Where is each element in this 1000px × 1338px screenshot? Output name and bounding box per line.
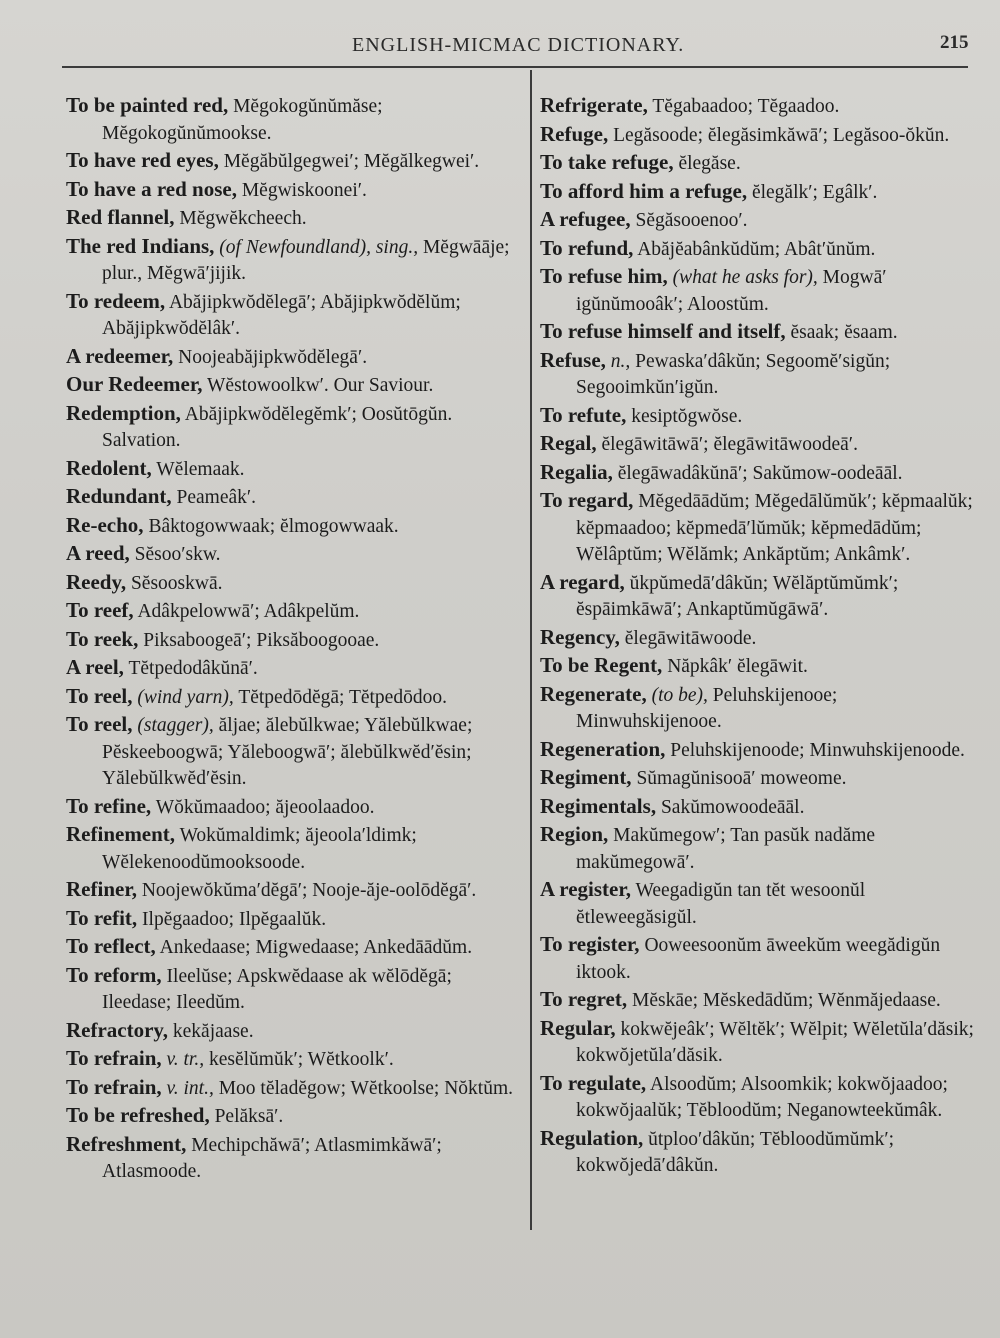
entry-headword: A register, xyxy=(540,877,631,901)
entry-definition: kesĕlŭmŭk′; Wĕtkoolk′. xyxy=(208,1049,394,1070)
entry-definition: Mĕgăbŭlgegwei′; Mĕgălkegwei′. xyxy=(223,151,480,172)
entry-definition: Mechipchăwā′; Atlasmimkăwā′; Atlasmoode. xyxy=(102,1134,442,1182)
entry-headword: To be painted red, xyxy=(66,93,229,117)
dictionary-entry xyxy=(66,343,522,372)
entry-headword: Regulation, xyxy=(540,1125,644,1150)
dictionary-entry xyxy=(66,204,522,233)
entry-definition: kesiptŏgwŏse. xyxy=(631,405,743,427)
dictionary-entry xyxy=(540,986,980,1015)
entry-headword: A reel, xyxy=(66,655,124,679)
dictionary-entry xyxy=(66,455,522,484)
dictionary-entry xyxy=(540,206,980,235)
entry-definition: Makŭmegow′; Tan pasŭk nadăme makŭmegowā′. xyxy=(576,825,876,873)
entry-definition: Alsoodŭm; Alsoomkik; kokwŏjaadoo; kokwŏjaalŭk; Tĕbloodŭm; Neganowteekŭmâk. xyxy=(576,1073,948,1121)
entry-headword: Our Redeemer, xyxy=(66,372,203,396)
entry-headword: To refund, xyxy=(540,235,634,260)
entry-headword: To be refreshed, xyxy=(66,1103,210,1127)
dictionary-entry xyxy=(66,400,522,455)
entry-grammar-note: (of Newfoundland), sing., xyxy=(219,236,419,258)
dictionary-entry xyxy=(540,931,980,986)
entry-headword: Region, xyxy=(540,822,609,846)
dictionary-entry xyxy=(540,624,980,653)
entry-definition: Ankedaase; Migwedaase; Ankedāādŭm. xyxy=(159,937,473,958)
entry-headword: Regalia, xyxy=(540,459,613,484)
entry-headword: To be Regent, xyxy=(540,653,663,677)
entry-headword: To refute, xyxy=(540,402,627,427)
entry-definition: ĕlegāwadâkŭnā′; Sakŭmow-oodeāāl. xyxy=(617,462,903,484)
entry-grammar-note: n., xyxy=(610,350,631,372)
entry-headword: Refreshment, xyxy=(66,1131,187,1156)
entry-definition: Bâktogowwaak; ĕlmogowwaak. xyxy=(148,515,399,537)
entry-headword: Regular, xyxy=(540,1015,616,1040)
entry-definition: Weegadigŭn tan tĕt wesoonŭl ĕtleweegăsigŭl. xyxy=(576,880,866,928)
entry-grammar-note: (what he asks for), xyxy=(672,267,818,288)
dictionary-entry xyxy=(540,347,980,402)
dictionary-entry xyxy=(540,821,980,876)
entry-headword: To reel, xyxy=(66,683,133,708)
entry-definition: Mogwā′ igŭnŭmooâk′; Aloostŭm. xyxy=(576,267,887,315)
dictionary-entry xyxy=(66,1017,522,1046)
dictionary-entry xyxy=(66,483,522,512)
entry-definition: Sĕsoo′skw. xyxy=(134,544,221,565)
entry-definition: Noojewŏkŭma′dĕgā′; Nooje-ăje-oolōdĕgā′. xyxy=(141,880,477,901)
entry-definition: Mĕskāe; Mĕskedādŭm; Wĕnmăjedaase. xyxy=(631,990,941,1011)
entry-definition: Moo tĕladĕgow; Wĕtkoolse; Nŏktŭm. xyxy=(218,1077,513,1099)
entry-definition: kokwĕjeâk′; Wĕltĕk′; Wĕlpit; Wĕletŭla′dăsik; kokwŏjetŭla′dăsik. xyxy=(576,1018,974,1066)
entry-definition: Wĕlemaak. xyxy=(156,458,245,480)
entry-definition: Wŏkŭmaadoo; ăjeoolaadoo. xyxy=(155,796,375,818)
entry-definition: ăljae; ălebŭlkwae; Yălebŭlkwae; Pĕskeeboogwā; Yăleboogwā′; ălebŭlkwĕd′ĕsin; Yălebŭlkwĕd′ĕsin. xyxy=(102,715,473,789)
dictionary-entry xyxy=(66,540,522,569)
entry-definition: Adâkpelowwā′; Adâkpelŭm. xyxy=(137,601,360,622)
entry-definition: Mĕgokogŭnŭmăse; Mĕgokogŭnŭmookse. xyxy=(102,96,383,144)
entry-definition: ŭkpŭmedā′dâkŭn; Wĕlăptŭmŭmk′; ĕspāimkāwā′; Ankaptŭmŭgāwā′. xyxy=(576,572,899,620)
entry-definition: Mĕgwiskoonei′. xyxy=(241,179,367,201)
entry-definition: ĕlegăse. xyxy=(678,153,741,174)
entry-headword: To regulate, xyxy=(540,1070,647,1095)
dictionary-entry xyxy=(66,1102,522,1131)
entry-definition: Mĕgwāāje; plur., Mĕgwā′jijik. xyxy=(102,236,510,284)
dictionary-entry xyxy=(540,764,980,793)
entry-definition: ŭtploo′dâkŭn; Tĕbloodŭmŭmk′; kokwŏjedā′dâkŭn. xyxy=(576,1128,895,1176)
entry-headword: Regeneration, xyxy=(540,736,666,761)
entry-definition: Abăjipkwŏdĕlegĕmk′; Oosŭtōgŭn. Salvation. xyxy=(102,403,453,451)
dictionary-entry xyxy=(66,92,522,147)
dictionary-entry xyxy=(66,512,522,541)
entry-definition: Peluhskijenoode; Minwuhskijenoode. xyxy=(670,739,965,761)
entry-definition: Abăjĕabânkŭdŭm; Abât′ŭnŭm. xyxy=(637,238,876,260)
dictionary-entry xyxy=(66,683,522,712)
entry-headword: Regency, xyxy=(540,624,620,649)
entry-headword: To reform, xyxy=(66,962,162,987)
dictionary-entry xyxy=(540,430,980,459)
entry-definition: Ileelŭse; Apskwĕdaase ak wĕlōdĕgā; Ileedase; Ileedŭm. xyxy=(102,965,452,1013)
entry-headword: Redolent, xyxy=(66,455,152,480)
entry-headword: To refuse himself and itself, xyxy=(540,319,786,343)
entry-headword: To refrain, xyxy=(66,1074,162,1099)
entry-definition: Ooweesoonŭm āweekŭm weegădigŭn iktook. xyxy=(576,935,941,983)
dictionary-entry xyxy=(66,569,522,598)
dictionary-entry xyxy=(540,459,980,488)
column-divider xyxy=(530,70,532,1230)
entry-headword: To afford him a refuge, xyxy=(540,178,748,203)
dictionary-entry xyxy=(66,876,522,905)
entry-headword: To reef, xyxy=(66,598,134,622)
entry-headword: To have a red nose, xyxy=(66,176,237,201)
left-column xyxy=(66,92,522,1186)
dictionary-entry xyxy=(540,318,980,347)
entry-headword: Refrigerate, xyxy=(540,93,648,117)
entry-definition: kekăjaase. xyxy=(172,1020,254,1042)
entry-definition: Ilpĕgaadoo; Ilpĕgaalŭk. xyxy=(142,908,327,930)
entry-definition: Legăsoode; ĕlegăsimkăwā′; Legăsoo-ŏkŭn. xyxy=(613,124,950,146)
dictionary-entry xyxy=(66,233,522,288)
entry-headword: Red flannel, xyxy=(66,205,175,229)
dictionary-entry xyxy=(66,933,522,962)
dictionary-entry xyxy=(540,1125,980,1180)
entry-headword: To refine, xyxy=(66,793,152,818)
entry-definition: ĕlegāwitāwoode. xyxy=(624,627,757,649)
dictionary-entry xyxy=(540,178,980,207)
dictionary-entry xyxy=(66,711,522,793)
dictionary-entry xyxy=(66,1045,522,1074)
dictionary-entry xyxy=(540,487,980,569)
entry-grammar-note: v. int., xyxy=(166,1077,214,1099)
dictionary-entry xyxy=(66,654,522,683)
entry-headword: Re-echo, xyxy=(66,512,144,537)
dictionary-entry xyxy=(66,371,522,400)
entry-definition: Piksaboogeā′; Piksăboogooae. xyxy=(143,629,380,651)
entry-headword: A regard, xyxy=(540,569,625,594)
page-number: 215 xyxy=(940,32,969,53)
dictionary-entry xyxy=(66,962,522,1017)
running-head xyxy=(0,34,1000,64)
entry-grammar-note: v. tr., xyxy=(166,1049,205,1070)
entry-headword: Refractory, xyxy=(66,1017,169,1042)
dictionary-entry xyxy=(66,793,522,822)
entry-headword: Regal, xyxy=(540,431,597,455)
right-column xyxy=(540,92,980,1180)
dictionary-entry xyxy=(540,681,980,736)
dictionary-entry xyxy=(540,121,980,150)
dictionary-entry xyxy=(540,263,980,318)
entry-headword: To refit, xyxy=(66,905,138,930)
entry-headword: To reflect, xyxy=(66,934,156,958)
entry-headword: A redeemer, xyxy=(66,343,174,368)
dictionary-entry xyxy=(540,1015,980,1070)
entry-definition: Sĕsooskwā. xyxy=(130,572,223,594)
entry-headword: Redundant, xyxy=(66,484,172,508)
dictionary-entry xyxy=(540,793,980,822)
entry-headword: To regret, xyxy=(540,987,628,1011)
entry-headword: To reel, xyxy=(66,712,133,736)
entry-definition: Năpkâk′ ĕlegāwit. xyxy=(667,656,808,677)
entry-definition: ĕlegāwitāwā′; ĕlegāwitāwoodeā′. xyxy=(601,434,858,455)
entry-grammar-note: (wind yarn), xyxy=(137,686,234,708)
entry-headword: Reedy, xyxy=(66,569,127,594)
entry-definition: Tĕtpedodâkŭnā′. xyxy=(128,658,258,679)
entry-headword: To redeem, xyxy=(66,288,166,313)
entry-grammar-note: (stagger), xyxy=(137,715,214,736)
entry-headword: To refrain, xyxy=(66,1046,162,1070)
dictionary-entry xyxy=(66,821,522,876)
entry-headword: A refugee, xyxy=(540,207,631,231)
entry-headword: Refinement, xyxy=(66,822,176,846)
entry-definition: Sakŭmowoodeāāl. xyxy=(660,796,805,818)
entry-definition: Peameâk′. xyxy=(176,487,257,508)
entry-definition: Tĕtpedōdĕgā; Tĕtpedōdoo. xyxy=(238,686,447,708)
running-title: ENGLISH-MICMAC DICTIONARY. xyxy=(352,34,685,56)
entry-headword: To have red eyes, xyxy=(66,148,219,172)
entry-definition: Tĕgabaadoo; Tĕgaadoo. xyxy=(652,96,840,117)
entry-headword: Regimentals, xyxy=(540,793,657,818)
entry-grammar-note: (to be), xyxy=(651,684,708,706)
entry-definition: Wĕstowoolkw′. Our Saviour. xyxy=(207,375,434,396)
entry-headword: To take refuge, xyxy=(540,150,674,174)
entry-definition: Peluhskijenooe; Minwuhskijenooe. xyxy=(576,684,838,732)
dictionary-entry xyxy=(66,1131,522,1186)
entry-definition: ĕlegălk′; Egâlk′. xyxy=(751,181,878,203)
entry-headword: Refuge, xyxy=(540,121,609,146)
entry-headword: The red Indians, xyxy=(66,233,215,258)
dictionary-entry xyxy=(540,1070,980,1125)
entry-headword: Redemption, xyxy=(66,400,181,425)
entry-definition: Pelăksā′. xyxy=(214,1106,284,1127)
dictionary-entry xyxy=(66,1074,522,1103)
dictionary-entry xyxy=(540,402,980,431)
dictionary-entry xyxy=(540,652,980,681)
entry-headword: To regard, xyxy=(540,488,634,512)
dictionary-entry xyxy=(66,597,522,626)
entry-headword: Regenerate, xyxy=(540,681,647,706)
entry-headword: To register, xyxy=(540,932,640,956)
entry-definition: Abăjipkwŏdĕlegā′; Abăjipkwŏdĕlŭm; Abăjipkwŏdĕlâk′. xyxy=(102,291,461,339)
dictionary-entry xyxy=(66,905,522,934)
entry-definition: Sĕgăsooenoo′. xyxy=(635,210,748,231)
entry-headword: Refuse, xyxy=(540,347,606,372)
dictionary-entry xyxy=(66,147,522,176)
dictionary-entry xyxy=(540,736,980,765)
dictionary-entry xyxy=(540,235,980,264)
entry-headword: To reek, xyxy=(66,626,139,651)
entry-definition: Mĕgwĕkcheech. xyxy=(179,208,307,229)
entry-definition: Mĕgedāādŭm; Mĕgedālŭmŭk′; kĕpmaalŭk; kĕpmaadoo; kĕpmedā′lŭmŭk; kĕpmedādŭm; Wĕlâptŭm; Wĕlămk; Ankăptŭm; Ankâmk′. xyxy=(576,491,973,565)
entry-headword: Refiner, xyxy=(66,877,137,901)
entry-definition: Noojeabăjipkwŏdĕlegā′. xyxy=(178,346,368,368)
dictionary-entry xyxy=(66,288,522,343)
header-rule xyxy=(62,66,968,68)
dictionary-entry xyxy=(540,149,980,178)
dictionary-entry xyxy=(540,876,980,931)
entry-definition: Pewaska′dâkŭn; Segoomĕ′sigŭn; Segooimkŭn′igŭn. xyxy=(576,350,891,398)
entry-headword: To refuse him, xyxy=(540,264,668,288)
entry-headword: Regiment, xyxy=(540,765,632,789)
entry-definition: Sŭmagŭnisooā′ moweome. xyxy=(636,768,847,789)
dictionary-entry xyxy=(540,569,980,624)
dictionary-entry xyxy=(66,176,522,205)
dictionary-entry xyxy=(66,626,522,655)
entry-headword: A reed, xyxy=(66,541,130,565)
dictionary-entry xyxy=(540,92,980,121)
entry-definition: Wokŭmaldimk; ăjeoola′ldimk; Wĕlekenoodŭmooksoode. xyxy=(102,825,417,873)
entry-definition: ĕsaak; ĕsaam. xyxy=(790,322,898,343)
